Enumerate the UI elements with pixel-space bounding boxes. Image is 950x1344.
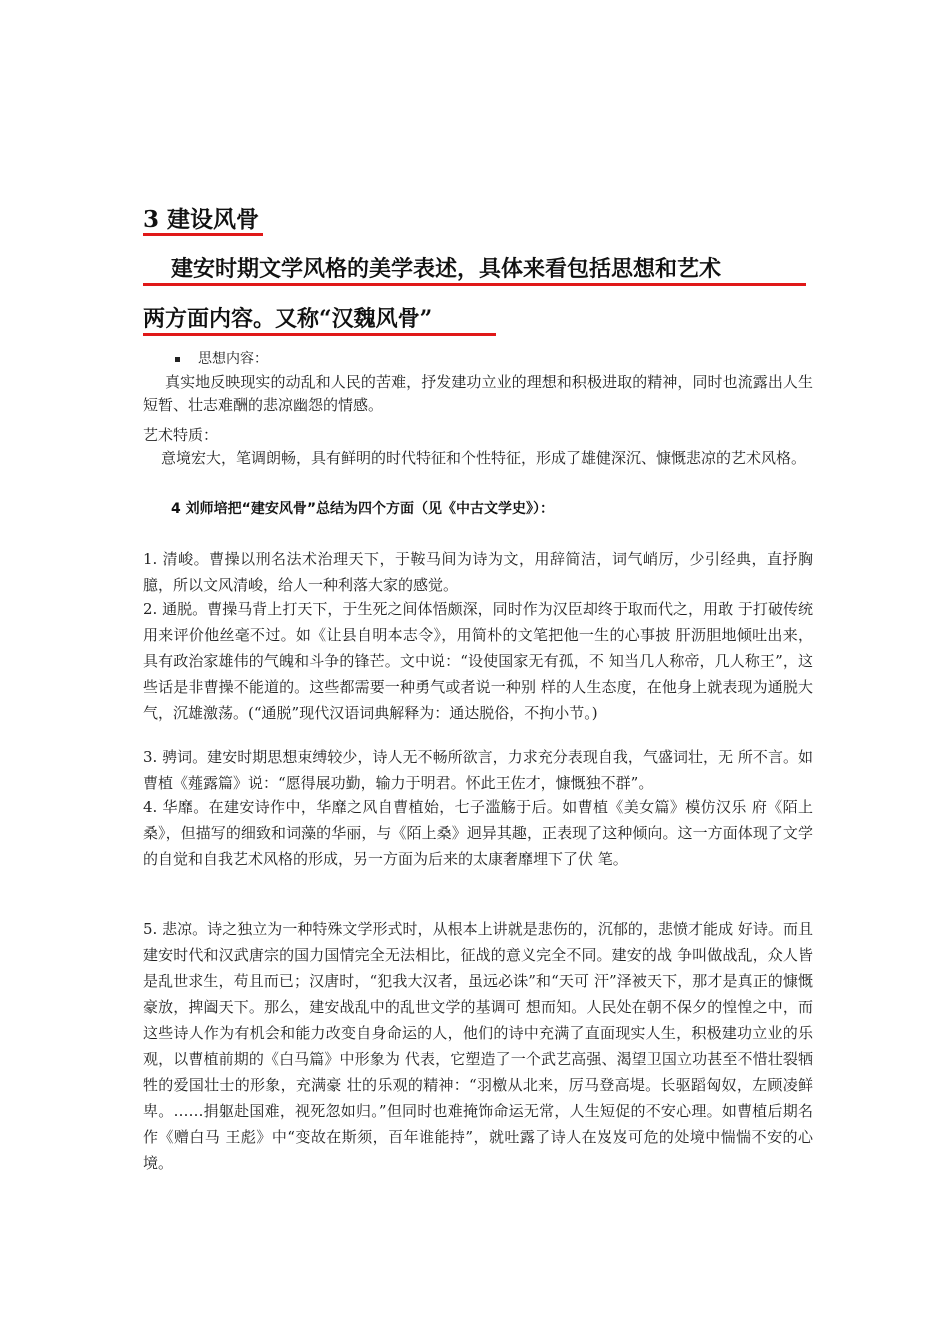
thought-paragraph: 真实地反映现实的动乱和人民的苦难，抒发建功立业的理想和积极进取的精神，同时也流露出人生短暂、壮志难酬的悲凉幽怨的情感。 bbox=[143, 373, 813, 414]
intro-line-1: 建安时期文学风格的美学表述，具体来看包括思想和艺术 bbox=[171, 256, 722, 282]
bullet-icon bbox=[175, 357, 180, 362]
list-item: 5. 悲凉。诗之独立为一种特殊文学形式时，从根本上讲就是悲伤的，沉郁的，悲愤才能成 好诗。而且建安时代和汉武唐宗的国力国情完全无法相比，征战的意义完全不同。建安的战 争叫做战乱，众人皆是乱世求生，苟且而已；汉唐时，“犯我大汉者，虽远必诛”和“天可 汗”泽被天下，那才是真正的慷慨豪放，捭阖天下。那么，建安战乱中的乱世文学的基调可 想而知。人民处在朝不保夕的惶惶之中，而这些诗人作为有机会和能力改变自身命运的人，他们的诗中充满了直面现实人生，积极建功立业的乐观，以曹植前期的《白马篇》中形象为 代表，它塑造了一个武艺高强、渴望卫国立功甚至不惜壮裂牺牲的爱国壮士的形象，充满豪 壮的乐观的精神：“羽檄从北来，厉马登高堤。长驱蹈匈奴，左顾凌鲜卑。……捐躯赴国难，视死忽如归。”但同时也难掩饰命运无常，人生短促的不安心理。如曹植后期名作《赠白马 王彪》中“变故在斯须，百年谁能持”，就吐露了诗人在岌岌可危的处境中惴惴不安的心境。 bbox=[143, 920, 813, 1172]
bullet-item bbox=[175, 348, 268, 368]
list-item: 4. 华靡。在建安诗作中，华靡之风自曹植始，七子滥觞于后。如曹植《美女篇》模仿汉乐 府《陌上桑》，但描写的细致和词藻的华丽，与《陌上桑》迥异其趣，正表现了这种倾向。这一方面体现了文学的自觉和自我艺术风格的形成，另一方面为后来的太康奢靡埋下了伏 笔。 bbox=[143, 798, 813, 868]
intro-line-2: 两方面内容。又称“汉魏风骨” bbox=[143, 306, 433, 332]
intro-underline-1 bbox=[143, 283, 806, 286]
intro-underline-2 bbox=[143, 333, 496, 336]
bullet-label: 思想内容： bbox=[198, 351, 268, 367]
title-underline bbox=[143, 233, 263, 236]
art-paragraph: 意境宏大，笔调朗畅，具有鲜明的时代特征和个性特征，形成了雄健深沉、慷慨悲凉的艺术风格。 bbox=[161, 449, 807, 467]
list-item: 1. 清峻。曹操以刑名法术治理天下，于鞍马间为诗为文，用辞简洁，词气峭厉，少引经典，直抒胸臆，所以文风清峻，给人一种利落大家的感觉。 bbox=[143, 550, 813, 594]
list-item: 3. 骋词。建安时期思想束缚较少，诗人无不畅所欲言，力求充分表现自我，气盛词壮，无 所不言。如曹植《薤露篇》说：“愿得展功勤，输力于明君。怀此王佐才，慷慨独不群”。 bbox=[143, 748, 813, 792]
section-title: 3 建设风骨 bbox=[143, 206, 260, 233]
list-item: 2. 通脱。曹操马背上打天下，于生死之间体悟颇深，同时作为汉臣却终于取而代之，用敢 于打破传统用来评价他丝毫不过。如《让县自明本志令》，用简朴的文笔把他一生的心事披 肝沥胆地倾吐出来，具有政治家雄伟的气魄和斗争的锋芒。文中说：“设使国家无有孤，不 知当几人称帝，几人称王”，这些话是非曹操不能道的。这些都需要一种勇气或者说一种别 样的人生态度，在他身上就表现为通脱大气，沉雄激荡。(“通脱”现代汉语词典解释为：通达脱俗，不拘小节。) bbox=[143, 600, 813, 722]
subheading: 4 刘师培把“建安风骨”总结为四个方面（见《中古文学史》）： bbox=[171, 501, 555, 517]
art-label: 艺术特质： bbox=[143, 426, 219, 444]
